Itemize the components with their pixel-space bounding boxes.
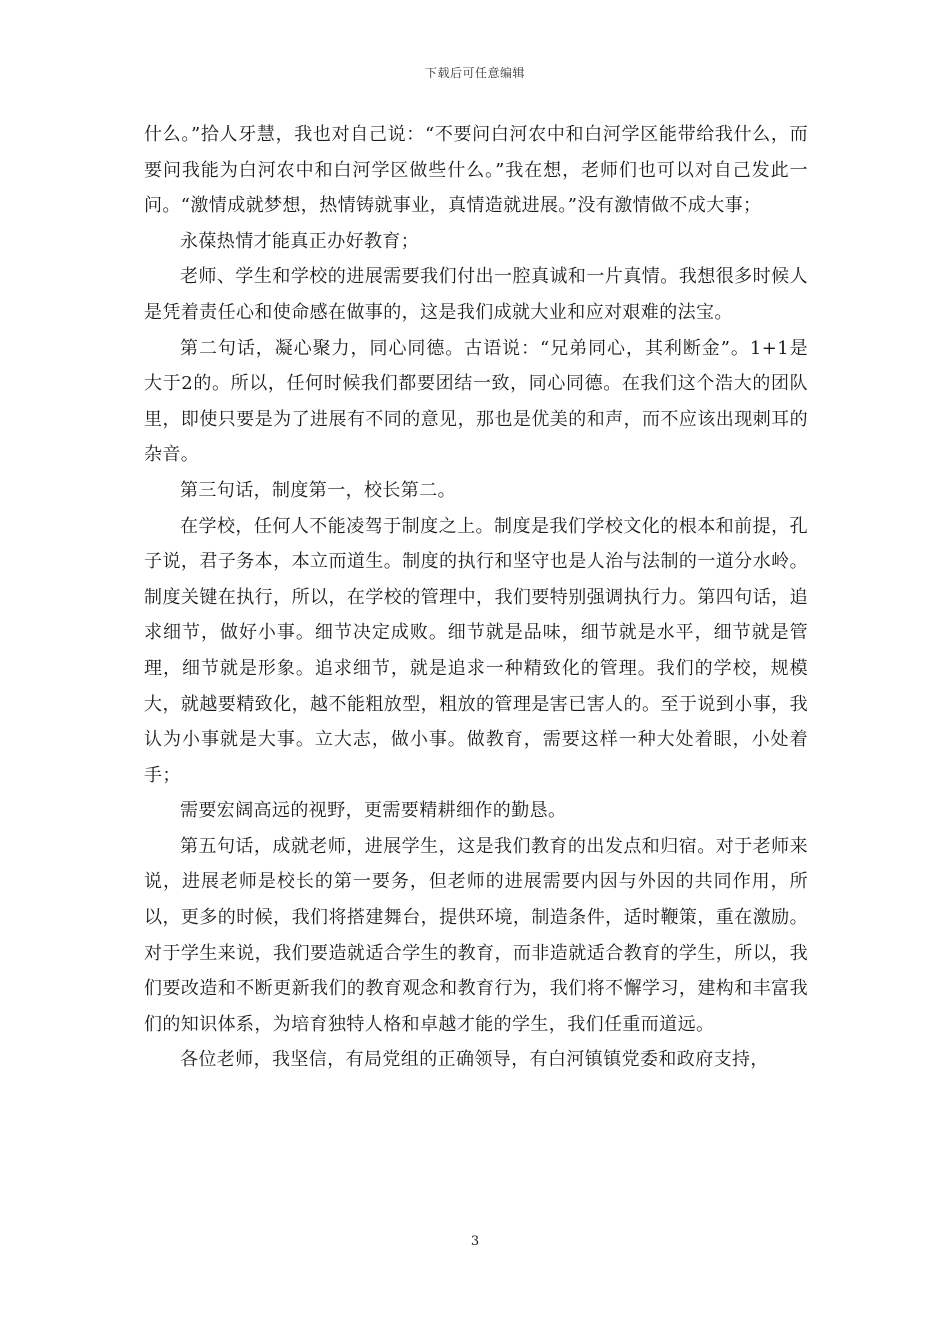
paragraph: 老师、学生和学校的进展需要我们付出一腔真诚和一片真情。我想很多时候人是凭着责任心和使命感在做事的，这是我们成就大业和应对艰难的法宝。: [144, 266, 808, 323]
page-header: 下载后可任意编辑: [424, 66, 525, 80]
paragraph: 永葆热情才能真正办好教育；: [180, 230, 420, 252]
paragraph-continuation: 什么。”拾人牙慧，我也对自己说：“不要问白河农中和白河学区能带给我什么，而要问我能为白河农中和白河学区做些什么。”我在想，老师们也可以对自己发此一问。“激情成就梦想，热情铸就事业，真情造就进展。”没有激情做不成大事；: [144, 124, 808, 217]
page-number: 3: [470, 1234, 480, 1249]
paragraph: 第三句话，制度第一，校长第二。: [180, 479, 456, 501]
paragraph: 第二句话，凝心聚力，同心同德。古语说：“兄弟同心，其利断金”。1+1是大于2的。所以，任何时候我们都要团结一致，同心同德。在我们这个浩大的团队里，即使只要是为了进展有不同的意见，那也是优美的和声，而不应该出现刺耳的杂音。: [144, 337, 808, 466]
paragraph: 各位老师，我坚信，有局党组的正确领导，有白河镇镇党委和政府支持，: [180, 1049, 769, 1071]
paragraph: 在学校，任何人不能凌驾于制度之上。制度是我们学校文化的根本和前提，孔子说，君子务本，本立而道生。制度的执行和坚守也是人治与法制的一道分水岭。制度关键在执行，所以，在学校的管理中，我们要特别强调执行力。第四句话，追求细节，做好小事。细节决定成败。细节就是品味，细节就是水平，细节就是管理，细节就是形象。追求细节，就是追求一种精致化的管理。我们的学校，规模大，就越要精致化，越不能粗放型，粗放的管理是害已害人的。至于说到小事，我认为小事就是大事。立大志，做小事。做教育，需要这样一种大处着眼，小处着手；: [144, 515, 808, 786]
paragraph: 需要宏阔高远的视野，更需要精耕细作的勤恳。: [180, 800, 567, 822]
paragraph: 第五句话，成就老师，进展学生，这是我们教育的出发点和归宿。对于老师来说，进展老师是校长的第一要务，但老师的进展需要内因与外因的共同作用，所以，更多的时候，我们将搭建舞台，提供环境，制造条件，适时鞭策，重在激励。对于学生来说，我们要造就适合学生的教育，而非造就适合教育的学生，所以，我们要改造和不断更新我们的教育观念和教育行为，我们将不懈学习，建构和丰富我们的知识体系，为培育独特人格和卓越才能的学生，我们任重而道远。: [144, 835, 808, 1035]
document-body: [144, 117, 808, 1078]
